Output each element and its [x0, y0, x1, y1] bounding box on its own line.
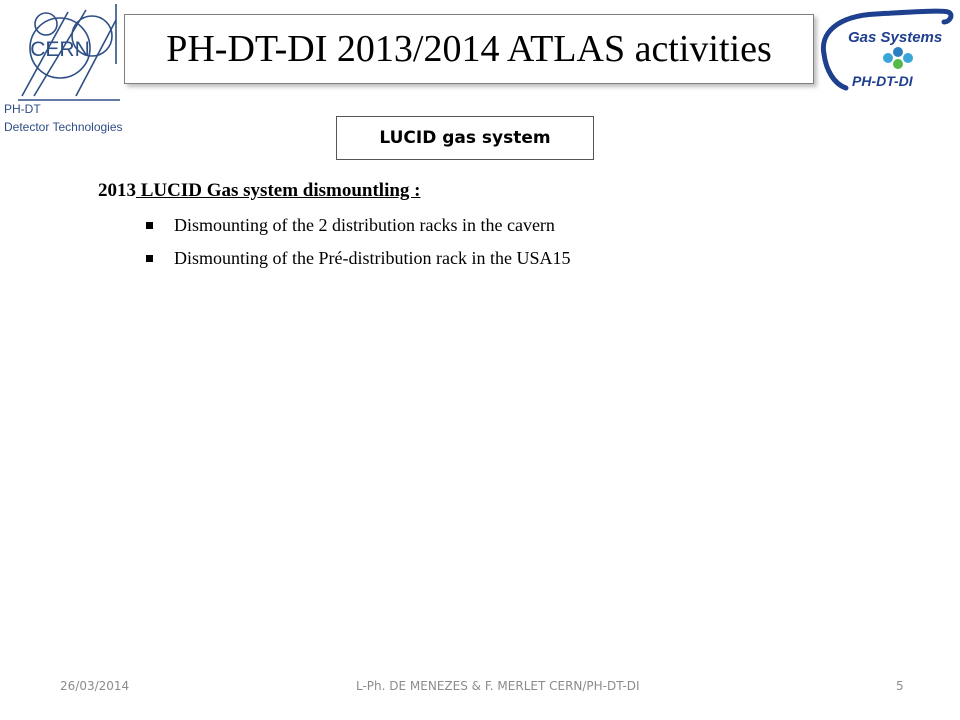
slide-title: PH-DT-DI 2013/2014 ATLAS activities [166, 28, 772, 70]
gas-logo-line1: Gas Systems [848, 29, 943, 46]
cern-logo-line1: PH-DT [4, 102, 41, 116]
section-title: LUCID gas system [379, 128, 551, 148]
cern-wordmark: CERN [30, 38, 90, 61]
footer-authors: L-Ph. DE MENEZES & F. MERLET CERN/PH-DT-DI [356, 679, 640, 693]
footer-page-number: 5 [896, 679, 904, 693]
cern-logo-mark [16, 4, 122, 102]
bullet-text: Dismounting of the 2 distribution racks in the cavern [174, 215, 555, 235]
footer-date: 26/03/2014 [60, 679, 130, 693]
square-bullet-icon [146, 255, 153, 262]
bullet-item [146, 215, 555, 236]
gas-logo-line2: PH-DT-DI [852, 73, 913, 89]
heading-text: LUCID Gas system dismountling : [136, 180, 421, 201]
section-box [336, 116, 594, 160]
gas-systems-logo-mark [816, 4, 958, 94]
bullet-item [146, 248, 570, 269]
gas-systems-logo [816, 4, 958, 94]
bullet-text: Dismounting of the Pré-distribution rack in the USA15 [174, 248, 571, 268]
cern-logo-line2: Detector Technologies [4, 120, 123, 134]
square-bullet-icon [146, 222, 153, 229]
title-box [124, 14, 814, 84]
heading-year: 2013 [98, 180, 136, 201]
content-heading [98, 180, 421, 202]
